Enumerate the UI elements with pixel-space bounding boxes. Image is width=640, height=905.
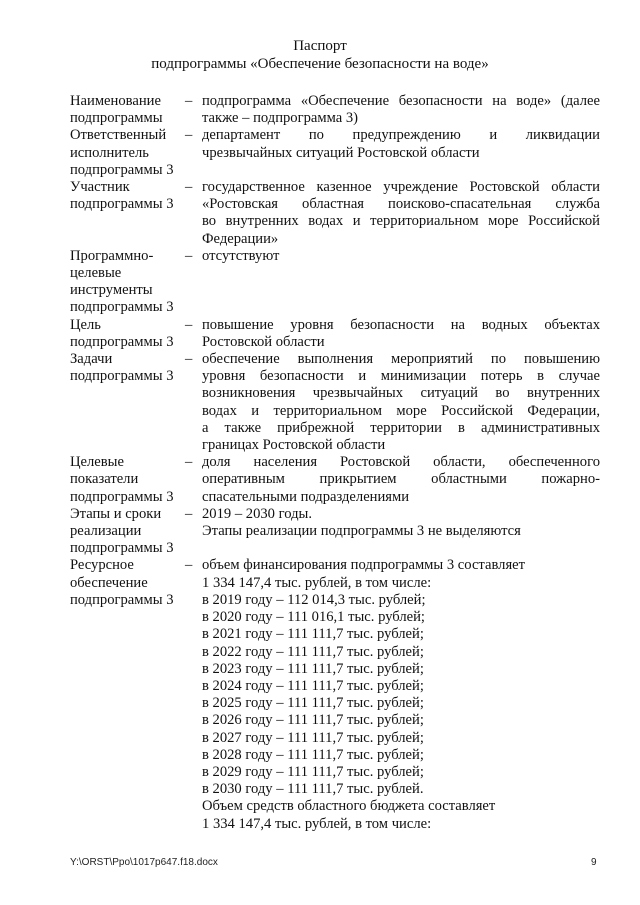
value-line: также – подпрограмма 3) (202, 110, 359, 127)
value-line: Федерации» (202, 230, 279, 247)
passport-row (70, 248, 600, 317)
value-line: 1 334 147,4 тыс. рублей, в том числе: (202, 574, 432, 591)
row-dash: – (185, 505, 193, 522)
value-line: возникновения чрезвычайных ситуаций во внутренних (202, 385, 600, 402)
row-label: Программно- целевые инструменты подпрограммы 3 (70, 247, 174, 316)
value-line: объем финансирования подпрограммы 3 составляет (202, 557, 526, 574)
row-label: Участник подпрограммы 3 (70, 179, 174, 213)
value-line: в 2025 году – 111 111,7 тыс. рублей; (202, 695, 424, 712)
value-line: водах и территориальном море Российской Федерации, (202, 402, 600, 419)
value-line: 1 334 147,4 тыс. рублей, в том числе: (202, 815, 432, 832)
value-line: государственное казенное учреждение Ростовской области (202, 179, 600, 196)
row-dash: – (185, 454, 193, 471)
row-label: Целевые показатели подпрограммы 3 (70, 454, 174, 505)
passport-row (70, 317, 600, 351)
row-value (202, 93, 600, 127)
value-line: чрезвычайных ситуаций Ростовской области (202, 144, 480, 161)
value-line: в 2019 году – 112 014,3 тыс. рублей; (202, 591, 426, 608)
passport-row (70, 454, 600, 506)
value-line: уровня безопасности и минимизации потерь в случае (202, 368, 600, 385)
passport-row (70, 179, 600, 248)
value-line: подпрограмма «Обеспечение безопасности на воде» (далее (202, 93, 600, 109)
value-line: в 2024 году – 111 111,7 тыс. рублей; (202, 677, 424, 694)
value-line: в 2023 году – 111 111,7 тыс. рублей; (202, 660, 424, 677)
value-line: повышение уровня безопасности на водных объектах (202, 316, 600, 333)
row-label: Задачи подпрограммы 3 (70, 351, 174, 385)
value-line: а также прибрежной территории в административных (202, 419, 600, 436)
row-value (202, 557, 600, 832)
row-label: Этапы и сроки реализации подпрограммы 3 (70, 505, 174, 557)
value-line: в 2028 году – 111 111,7 тыс. рублей; (202, 746, 424, 763)
row-value (202, 506, 600, 558)
value-line: «Ростовская областная поисково-спасательная служба (202, 196, 600, 213)
value-line: оперативным прикрытием областными пожарно- (202, 471, 600, 488)
row-dash: – (185, 557, 193, 574)
row-dash: – (185, 247, 193, 264)
value-line: границах Ростовской области (202, 437, 386, 454)
row-label: Ресурсное обеспечение подпрограммы 3 (70, 557, 174, 608)
footer-file-path: Y:\ORST\Ppo\1017p647.f18.docx (70, 857, 218, 868)
row-value (202, 248, 600, 317)
page-number: 9 (591, 857, 597, 868)
row-dash: – (185, 179, 193, 196)
row-value (202, 317, 600, 351)
value-line: Ростовской области (202, 333, 325, 350)
row-label: Наименование подпрограммы (70, 93, 163, 127)
row-value (202, 179, 600, 248)
passport-row (70, 506, 600, 558)
value-line: Объем средств областного бюджета составляет (202, 798, 496, 815)
value-line: 2019 – 2030 годы. (202, 505, 312, 522)
value-line: спасательными подразделениями (202, 488, 410, 505)
value-line: в 2027 году – 111 111,7 тыс. рублей; (202, 729, 424, 746)
row-label: Цель подпрограммы 3 (70, 316, 174, 350)
passport-row (70, 93, 600, 127)
row-dash: – (185, 351, 193, 368)
document-title: Паспорт (293, 38, 347, 54)
row-value (202, 127, 600, 179)
value-line: отсутствуют (202, 247, 280, 264)
value-line: Этапы реализации подпрограммы 3 не выделяются (202, 523, 521, 540)
value-line: в 2030 году – 111 111,7 тыс. рублей. (202, 781, 424, 798)
row-value (202, 351, 600, 454)
value-line: обеспечение выполнения мероприятий по повышению (202, 351, 600, 368)
document-subtitle: подпрограммы «Обеспечение безопасности на воде» (151, 56, 489, 72)
row-dash: – (185, 127, 193, 144)
value-line: в 2029 году – 111 111,7 тыс. рублей; (202, 763, 424, 780)
value-line: департамент по предупреждению и ликвидации (202, 127, 600, 144)
value-line: в 2021 году – 111 111,7 тыс. рублей; (202, 626, 424, 643)
value-line: доля населения Ростовской области, обеспеченного (202, 454, 600, 471)
row-value (202, 454, 600, 506)
row-dash: – (185, 93, 193, 109)
value-line: во внутренних водах и территориальном море Российской (202, 213, 600, 230)
passport-row (70, 127, 600, 179)
row-label: Ответственный исполнитель подпрограммы 3 (70, 127, 174, 178)
value-line: в 2020 году – 111 016,1 тыс. рублей; (202, 609, 425, 626)
value-line: в 2026 году – 111 111,7 тыс. рублей; (202, 712, 424, 729)
passport-row (70, 351, 600, 454)
value-line: в 2022 году – 111 111,7 тыс. рублей; (202, 643, 424, 660)
passport-row (70, 557, 600, 832)
passport-table (70, 93, 600, 833)
row-dash: – (185, 316, 193, 333)
